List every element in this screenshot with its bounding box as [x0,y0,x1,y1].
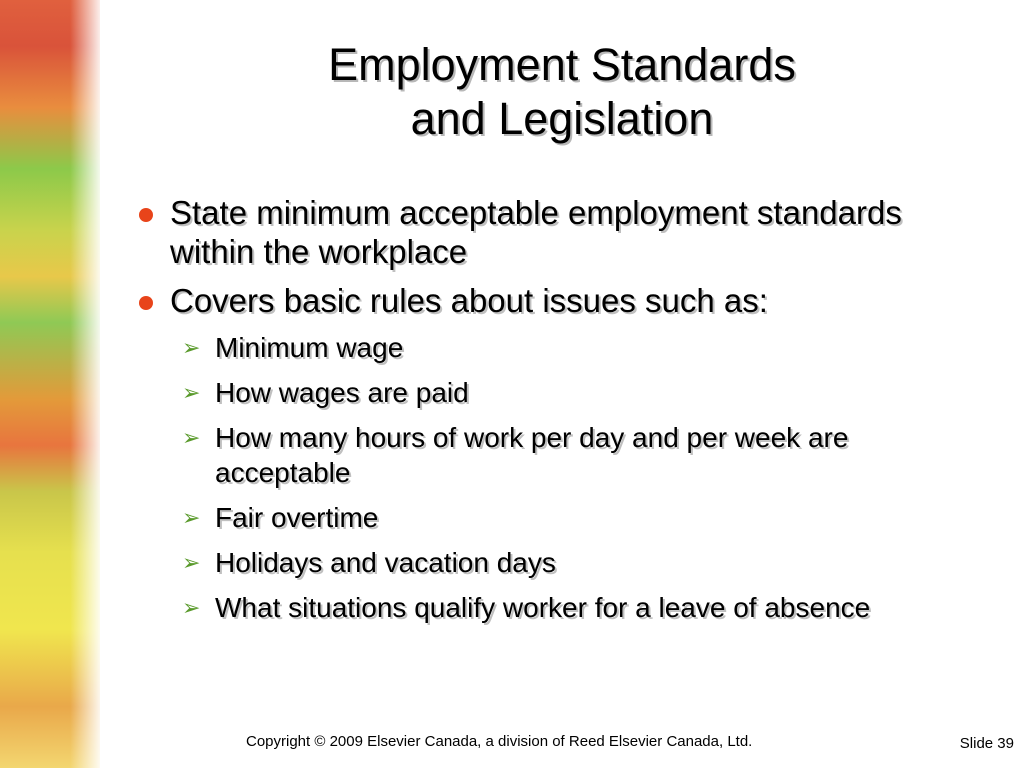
bullet-text: Covers basic rules about issues such as: [170,282,768,319]
sub-bullet-text: What situations qualify worker for a leave of absence [215,592,871,623]
decorative-side-band [0,0,100,768]
sub-bullet-text: How many hours of work per day and per week are acceptable [215,422,849,488]
sub-bullet-text: Fair overtime [215,502,379,533]
sub-bullet-text: How wages are paid [215,377,469,408]
bullet-item [130,281,940,320]
sub-bullet-item [182,590,940,625]
sub-bullet-item [182,545,940,580]
sub-bullet-list [130,330,940,625]
copyright-footer: Copyright © 2009 Elsevier Canada, a division of Reed Elsevier Canada, Ltd. [246,733,753,750]
bullet-dot-icon [139,296,153,310]
arrow-right-icon: ➢ [182,505,201,530]
arrow-right-icon: ➢ [182,550,201,575]
title-line-1: Employment Standards [328,39,796,90]
arrow-right-icon: ➢ [182,595,201,620]
sub-bullet-text: Holidays and vacation days [215,547,556,578]
sub-bullet-item [182,375,940,410]
bullet-item [130,193,940,271]
bullet-dot-icon [139,208,153,222]
title-line-2: and Legislation [410,93,714,144]
sub-bullet-text: Minimum wage [215,332,404,363]
arrow-right-icon: ➢ [182,380,201,405]
arrow-right-icon: ➢ [182,425,201,450]
bullet-text: State minimum acceptable employment standards within the workplace [170,194,902,270]
slide-title [100,38,1024,146]
arrow-right-icon: ➢ [182,335,201,360]
sub-bullet-item [182,330,940,365]
slide-number: Slide 39 [959,735,1014,752]
sub-bullet-item [182,420,940,490]
slide-content [130,193,940,635]
sub-bullet-item [182,500,940,535]
